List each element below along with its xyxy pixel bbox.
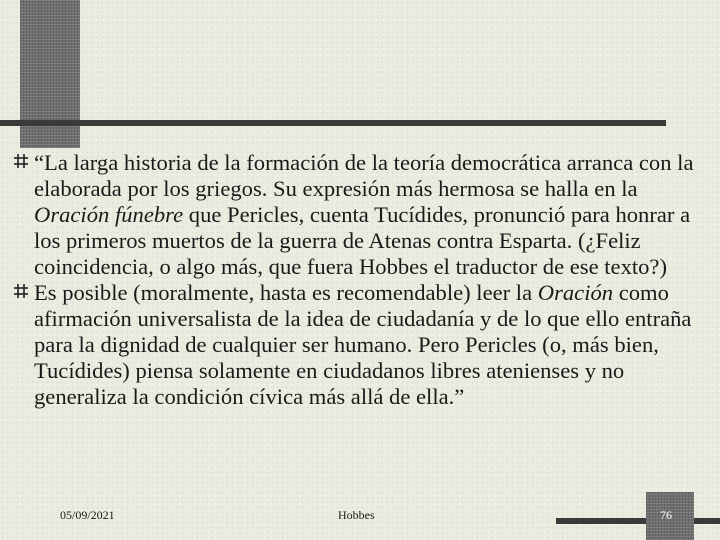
- text-segment: “La larga historia de la formación de la teoría democrática arranca con la elaborada por los griegos. Su expresión más hermosa se halla en la: [34, 150, 694, 201]
- slide-body: [14, 150, 714, 410]
- hash-bullet-icon: [14, 153, 28, 169]
- decorative-horizontal-rule: [0, 120, 666, 126]
- text-segment: Es posible (moralmente, hasta es recomendable) leer la: [34, 280, 538, 305]
- text-segment-italic: Oración: [537, 280, 614, 305]
- text-segment: que Pericles, cuenta Tucídides, pronunció para honrar a los primeros muertos de la guerra de Atenas contra Esparta. (¿Feliz coincidencia, o algo más, que fuera Hobbes el traductor de ese texto?): [34, 202, 691, 279]
- page-number: 76: [660, 508, 672, 522]
- hash-bullet-icon: [14, 283, 28, 299]
- footer-decorative-rule: [556, 518, 720, 524]
- text-segment: como afirmación universalista de la idea de ciudadanía y de lo que ello entraña para la dignidad de cualquier ser humano. Pero Pericles (o, más bien, Tucídides) piensa solamente en ciudadanos libres atenienses y no generaliza la condición cívica más allá de ella.”: [34, 280, 692, 409]
- text-segment-italic: Oración fúnebre: [34, 202, 184, 227]
- bullet-text: [34, 150, 714, 280]
- bullet-item: [14, 280, 714, 410]
- footer-date: 05/09/2021: [60, 508, 115, 522]
- bullet-text: [34, 280, 714, 410]
- footer-title: Hobbes: [338, 508, 375, 522]
- bullet-item: [14, 150, 714, 280]
